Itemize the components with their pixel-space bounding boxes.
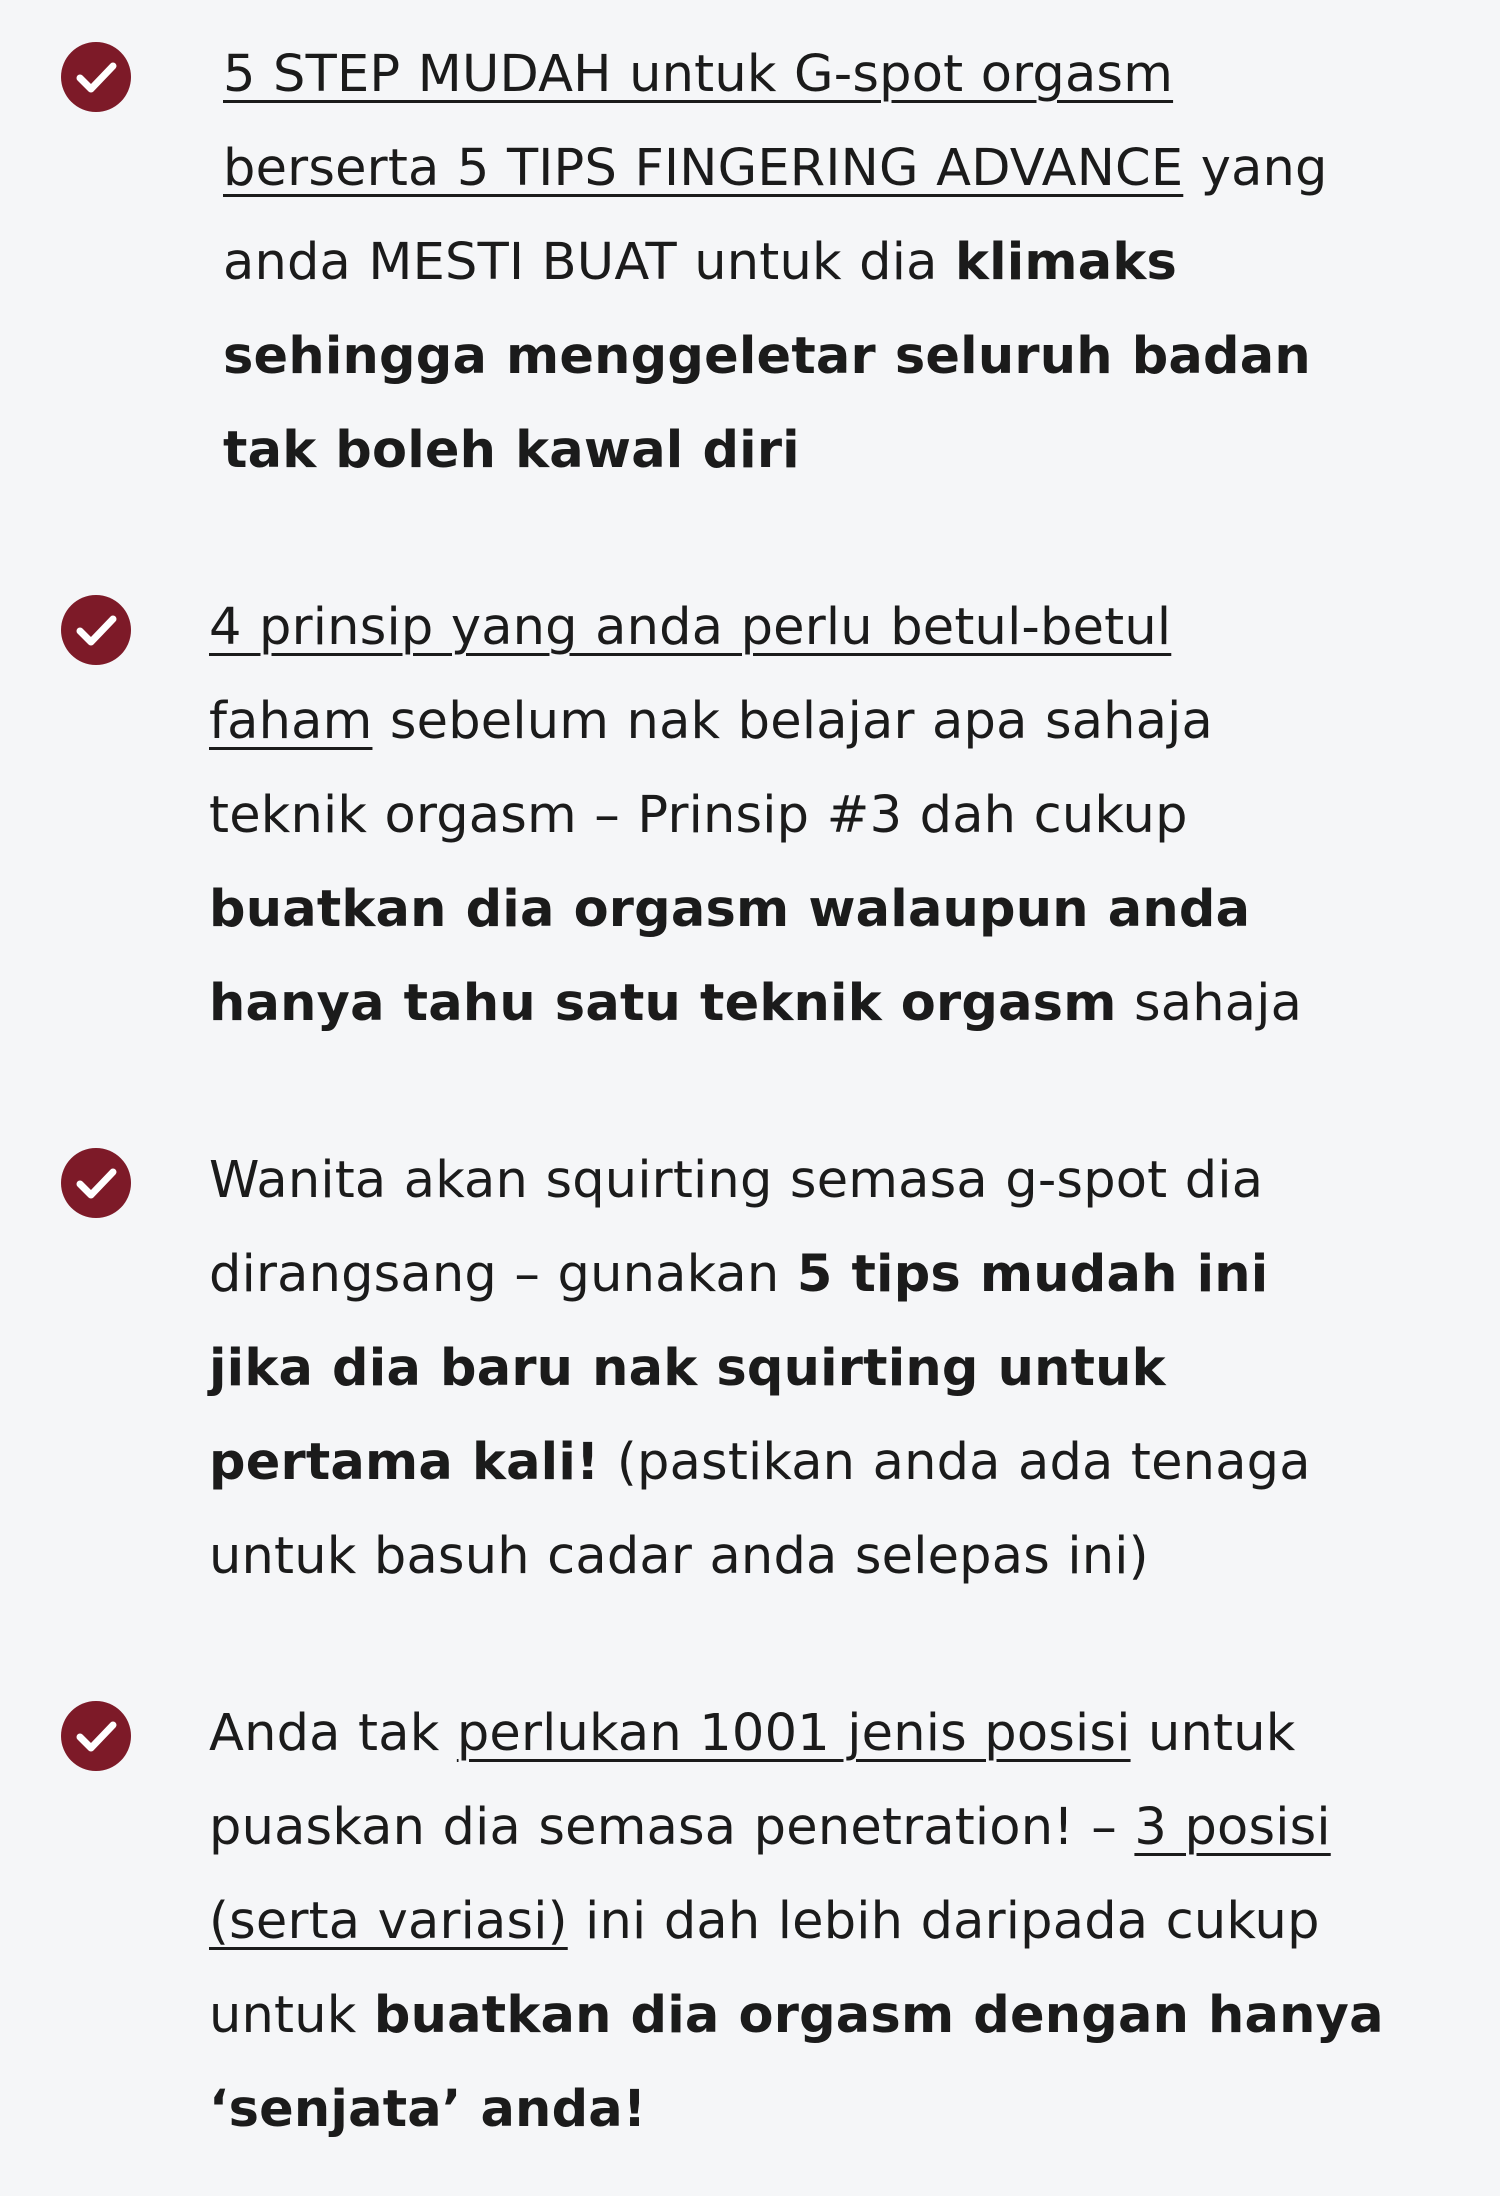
- plain-text: sebelum nak belajar apa sahaja: [372, 692, 1213, 751]
- plain-text: Wanita akan squirting semasa g-spot dia: [209, 1151, 1264, 1210]
- underlined-text: berserta 5 TIPS FINGERING ADVANCE: [223, 139, 1184, 198]
- check-circle-icon: [61, 595, 131, 665]
- plain-text: ini dah lebih daripada cukup: [567, 1892, 1320, 1951]
- benefit-text: [209, 1134, 1311, 1604]
- plain-text: puaskan dia semasa penetration! –: [209, 1798, 1135, 1857]
- bold-text: buatkan dia orgasm dengan hanya: [373, 1986, 1384, 2045]
- underlined-text: (serta variasi): [209, 1892, 568, 1951]
- underlined-text: 5 STEP MUDAH untuk G-spot orgasm: [223, 45, 1174, 104]
- plain-text: dirangsang – gunakan: [209, 1245, 797, 1304]
- bold-text: 5 tips mudah ini: [796, 1245, 1269, 1304]
- bold-text: jika dia baru nak squirting untuk: [209, 1339, 1166, 1398]
- plain-text: Anda tak: [209, 1704, 457, 1763]
- benefit-text: [223, 28, 1328, 498]
- check-circle-icon: [61, 1148, 131, 1218]
- plain-text: sahaja: [1116, 974, 1303, 1033]
- bold-text: tak boleh kawal diri: [223, 421, 800, 480]
- bold-text: klimaks: [954, 233, 1178, 292]
- underlined-text: 4 prinsip yang anda perlu betul-betul: [209, 598, 1172, 657]
- benefit-text: [209, 1687, 1384, 2157]
- plain-text: untuk: [1130, 1704, 1296, 1763]
- underlined-text: 3 posisi: [1134, 1798, 1331, 1857]
- plain-text: (pastikan anda ada tenaga: [599, 1433, 1311, 1492]
- plain-text: untuk basuh cadar anda selepas ini): [209, 1527, 1149, 1586]
- benefit-text: [209, 581, 1302, 1051]
- plain-text: teknik orgasm – Prinsip #3 dah cukup: [209, 786, 1188, 845]
- check-circle-icon: [61, 1701, 131, 1771]
- plain-text: yang: [1183, 139, 1328, 198]
- underlined-text: perlukan 1001 jenis posisi: [456, 1704, 1131, 1763]
- bold-text: pertama kali!: [209, 1433, 600, 1492]
- bold-text: hanya tahu satu teknik orgasm: [209, 974, 1117, 1033]
- plain-text: anda MESTI BUAT untuk dia: [223, 233, 955, 292]
- plain-text: untuk: [209, 1986, 374, 2045]
- underlined-text: faham: [209, 692, 373, 751]
- check-circle-icon: [61, 42, 131, 112]
- bold-text: buatkan dia orgasm walaupun anda: [209, 880, 1251, 939]
- bold-text: sehingga menggeletar seluruh badan: [223, 327, 1311, 386]
- bold-text: ‘senjata’ anda!: [209, 2080, 647, 2139]
